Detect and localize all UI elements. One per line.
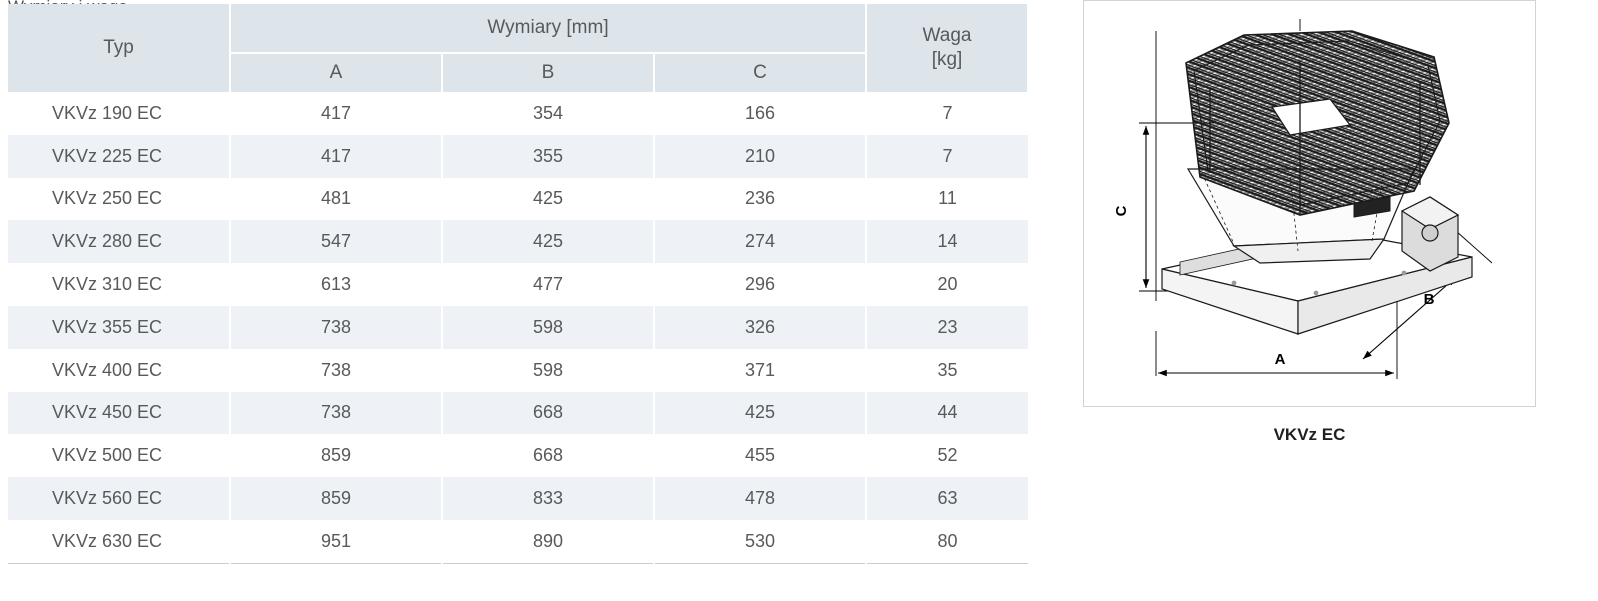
cell-dimension-c: 478 [654, 477, 866, 520]
table-body [8, 92, 1028, 563]
cell-dimension-c: 236 [654, 178, 866, 221]
cell-weight: 63 [866, 477, 1028, 520]
cell-type: VKVz 250 EC [8, 178, 230, 221]
product-drawing-frame [1083, 0, 1536, 407]
cell-dimension-b: 668 [442, 392, 654, 435]
cell-dimension-b: 668 [442, 434, 654, 477]
cell-dimension-a: 859 [230, 477, 442, 520]
cell-type: VKVz 190 EC [8, 92, 230, 135]
cell-dimension-a: 613 [230, 263, 442, 306]
cell-dimension-c: 166 [654, 92, 866, 135]
cell-weight: 7 [866, 135, 1028, 178]
product-drawing-svg [1084, 1, 1537, 408]
cell-dimension-b: 890 [442, 520, 654, 563]
table-header-row-1 [8, 4, 1028, 53]
table-row [8, 220, 1028, 263]
table-row [8, 520, 1028, 563]
cell-dimension-a: 417 [230, 92, 442, 135]
column-header-c: C [654, 53, 866, 92]
cell-dimension-c: 274 [654, 220, 866, 263]
cell-dimension-a: 738 [230, 349, 442, 392]
table-row [8, 306, 1028, 349]
cell-weight: 35 [866, 349, 1028, 392]
cell-weight: 52 [866, 434, 1028, 477]
cell-dimension-a: 417 [230, 135, 442, 178]
weight-label-line1: Waga [922, 25, 972, 47]
cell-dimension-a: 951 [230, 520, 442, 563]
cell-dimension-c: 210 [654, 135, 866, 178]
cell-type: VKVz 280 EC [8, 220, 230, 263]
cell-type: VKVz 355 EC [8, 306, 230, 349]
table-row [8, 92, 1028, 135]
cell-dimension-c: 296 [654, 263, 866, 306]
cell-weight: 23 [866, 306, 1028, 349]
cell-dimension-a: 859 [230, 434, 442, 477]
cell-weight: 20 [866, 263, 1028, 306]
cell-dimension-a: 738 [230, 392, 442, 435]
table-row [8, 392, 1028, 435]
table-head [8, 4, 1028, 92]
table-row [8, 349, 1028, 392]
cell-dimension-b: 477 [442, 263, 654, 306]
cell-weight: 7 [866, 92, 1028, 135]
specification-table-panel [8, 4, 1018, 564]
weight-label-line2: [kg] [931, 49, 963, 70]
cell-dimension-b: 598 [442, 306, 654, 349]
cell-dimension-b: 425 [442, 178, 654, 221]
cell-weight: 14 [866, 220, 1028, 263]
cell-dimension-c: 326 [654, 306, 866, 349]
cell-weight: 11 [866, 178, 1028, 221]
cell-dimension-c: 530 [654, 520, 866, 563]
table-row [8, 178, 1028, 221]
column-header-b: B [442, 53, 654, 92]
cell-dimension-b: 425 [442, 220, 654, 263]
product-drawing-panel [1083, 0, 1538, 470]
specification-table [8, 4, 1029, 564]
cell-type: VKVz 560 EC [8, 477, 230, 520]
table-row [8, 434, 1028, 477]
cell-dimension-b: 355 [442, 135, 654, 178]
cell-dimension-c: 371 [654, 349, 866, 392]
cell-dimension-a: 481 [230, 178, 442, 221]
dimension-label-c: C [1113, 205, 1130, 217]
table-row [8, 263, 1028, 306]
cell-dimension-c: 425 [654, 392, 866, 435]
table-row [8, 135, 1028, 178]
dimension-label-a: A [1274, 351, 1286, 368]
drawing-caption: VKVz EC [1273, 425, 1346, 444]
cell-type: VKVz 630 EC [8, 520, 230, 563]
cell-type: VKVz 450 EC [8, 392, 230, 435]
cell-dimension-b: 598 [442, 349, 654, 392]
cell-dimension-a: 547 [230, 220, 442, 263]
cell-type: VKVz 225 EC [8, 135, 230, 178]
cell-dimension-b: 833 [442, 477, 654, 520]
column-header-typ: Typ [8, 4, 230, 92]
column-header-weight [866, 4, 1028, 92]
cell-weight: 80 [866, 520, 1028, 563]
cell-dimension-c: 455 [654, 434, 866, 477]
cell-dimension-b: 354 [442, 92, 654, 135]
column-header-a: A [230, 53, 442, 92]
table-row [8, 477, 1028, 520]
cell-type: VKVz 500 EC [8, 434, 230, 477]
column-header-group-dimensions: Wymiary [mm] [230, 4, 866, 53]
cell-weight: 44 [866, 392, 1028, 435]
cell-type: VKVz 310 EC [8, 263, 230, 306]
cell-dimension-a: 738 [230, 306, 442, 349]
cell-type: VKVz 400 EC [8, 349, 230, 392]
dimension-label-b: B [1423, 291, 1435, 308]
